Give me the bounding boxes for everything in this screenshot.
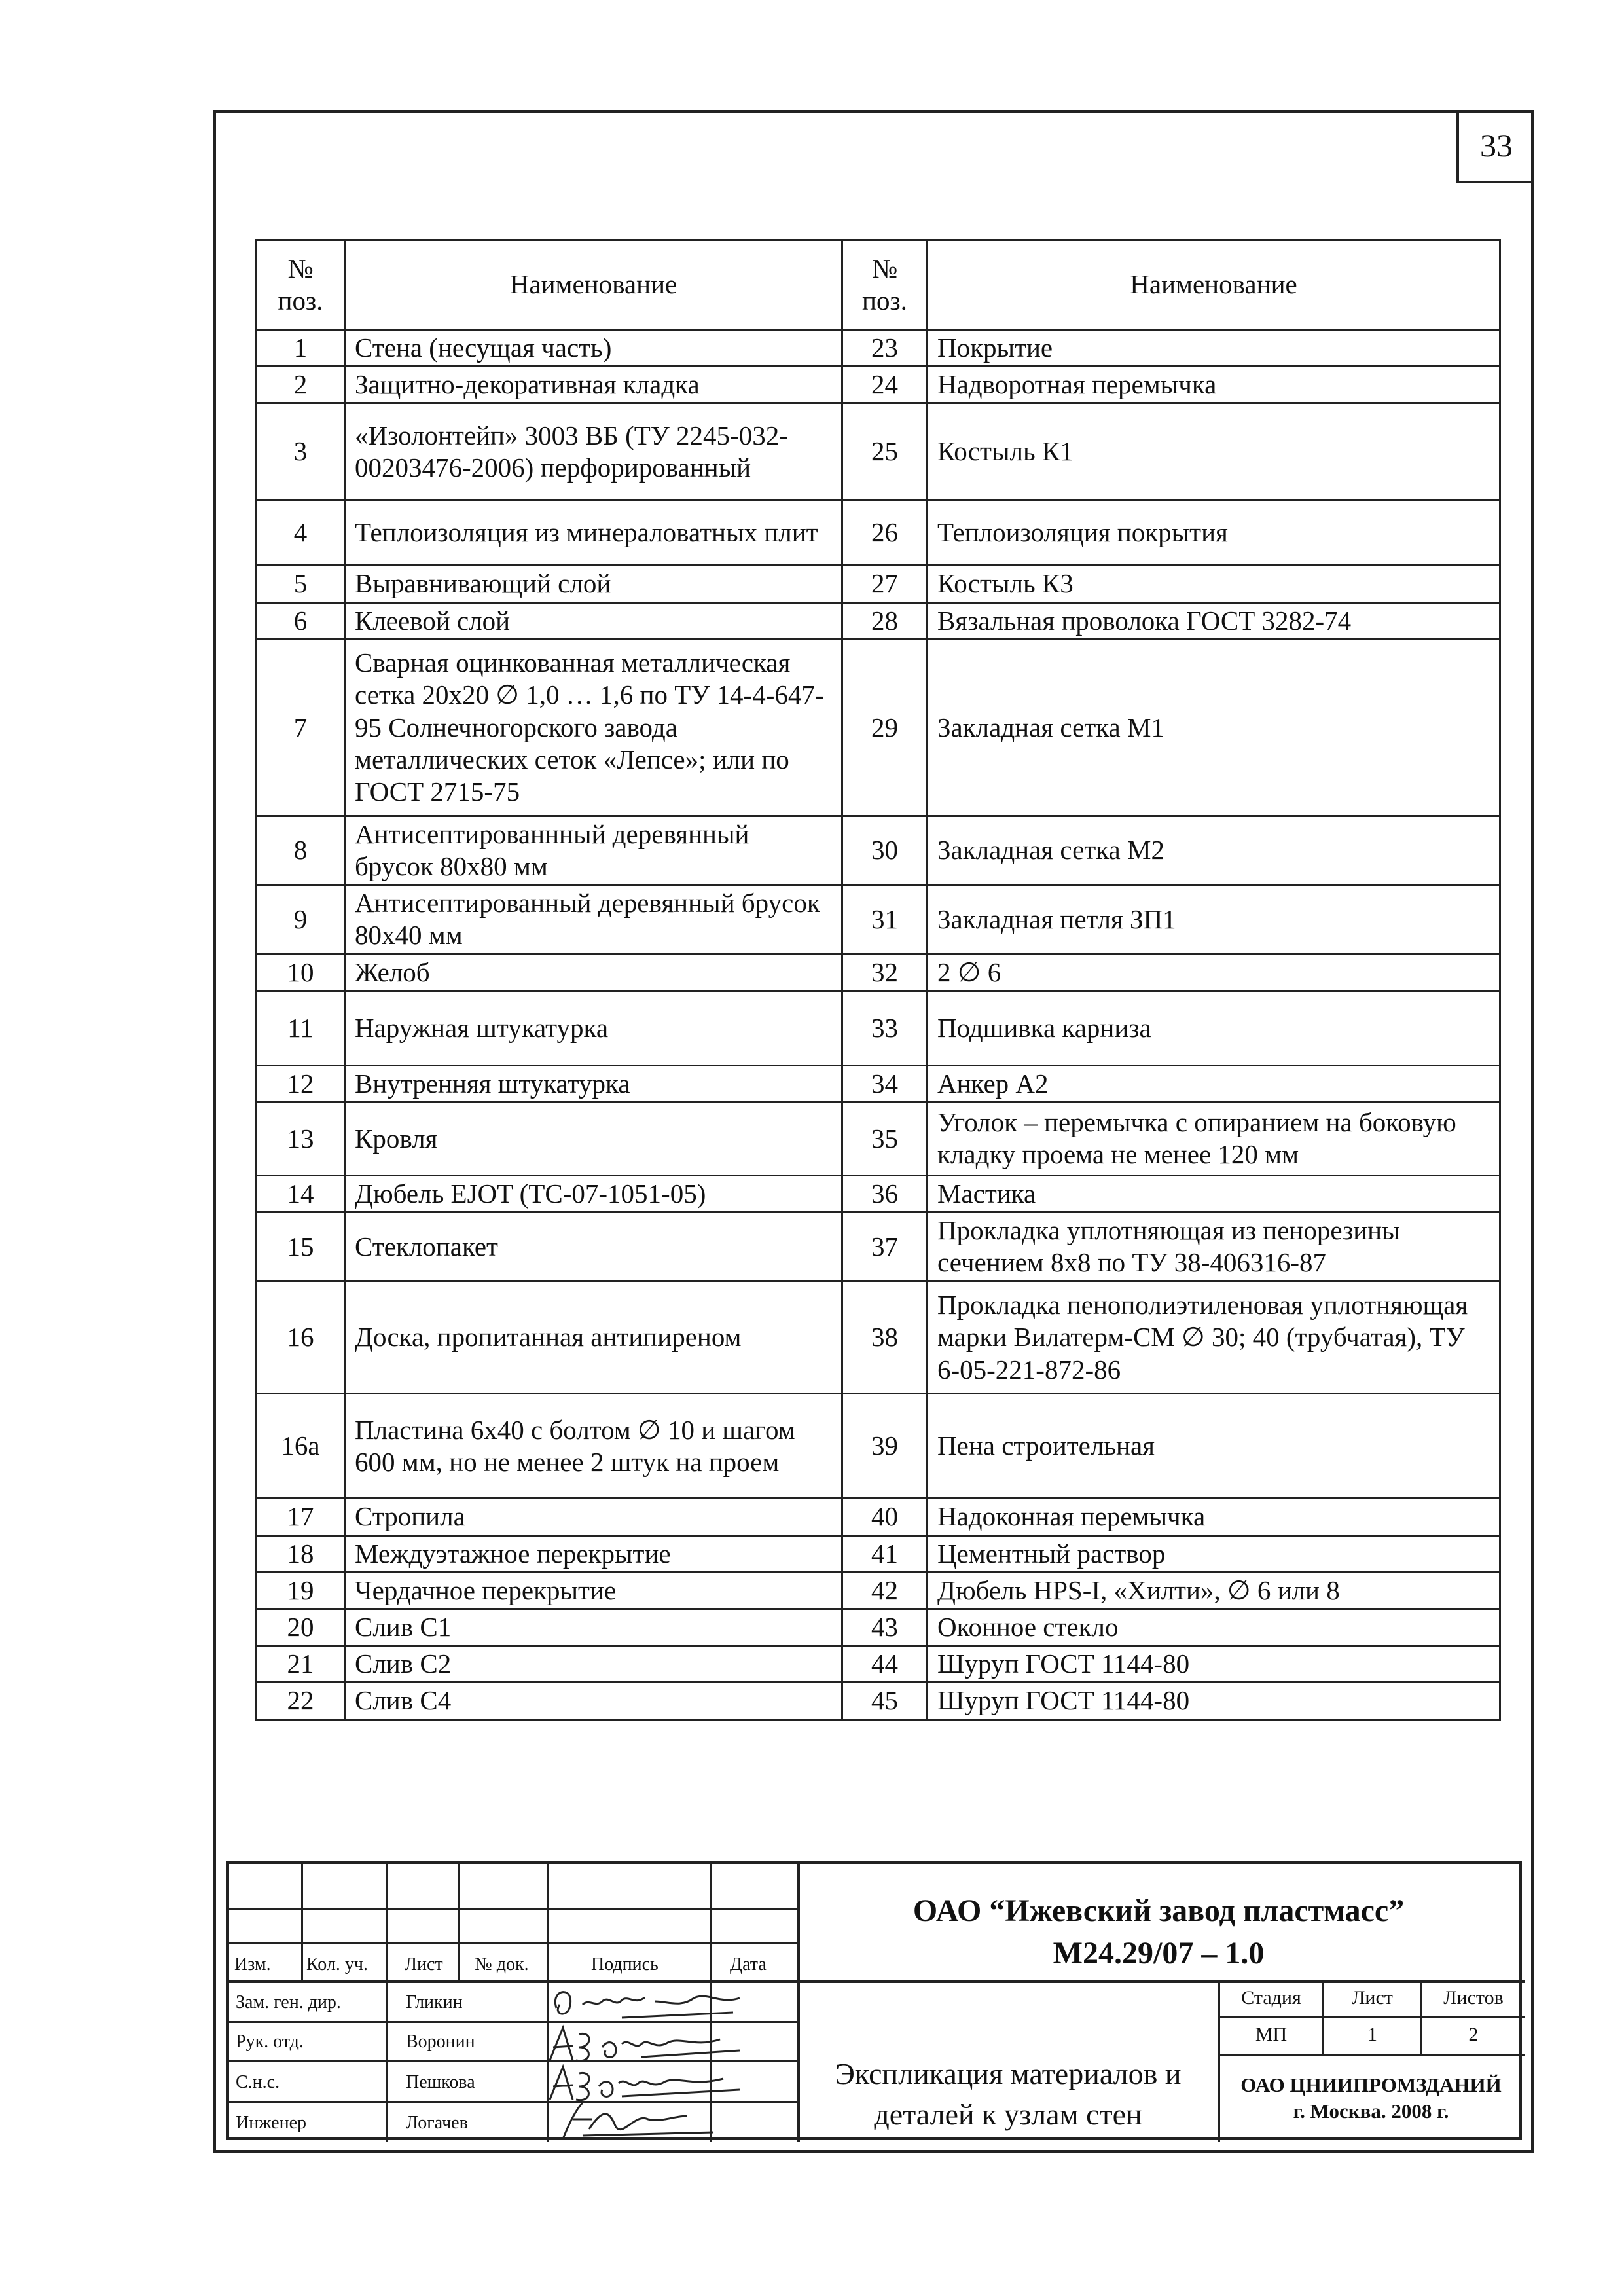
sheets-value: 2 — [1468, 2024, 1479, 2045]
table-row — [257, 1646, 1500, 1683]
materials-table — [255, 239, 1501, 1721]
position-number: 16а — [257, 1394, 345, 1499]
position-number: 42 — [842, 1572, 928, 1609]
material-name: Вязальная проволока ГОСТ 3282-74 — [928, 602, 1500, 639]
material-name: Кровля — [345, 1102, 842, 1175]
material-name: Закладная сетка М2 — [928, 816, 1500, 884]
table-row — [257, 1175, 1500, 1212]
description-block — [799, 2054, 1218, 2135]
material-name: Стропила — [345, 1499, 842, 1535]
position-number: 26 — [842, 500, 928, 566]
position-number: 5 — [257, 566, 345, 602]
material-name: Шуруп ГОСТ 1144-80 — [928, 1683, 1500, 1719]
material-name: Стеклопакет — [345, 1212, 842, 1281]
material-name: Мастика — [928, 1175, 1500, 1212]
position-number: 39 — [842, 1394, 928, 1499]
sheet-header: Лист — [1352, 1987, 1393, 2009]
table-row — [257, 1609, 1500, 1646]
table-row — [257, 991, 1500, 1065]
material-name: Надоконная перемычка — [928, 1499, 1500, 1535]
position-number: 4 — [257, 500, 345, 566]
table-row — [257, 1102, 1500, 1175]
material-name: Пена строительная — [928, 1394, 1500, 1499]
material-name: Доска, пропитанная антипиреном — [345, 1281, 842, 1394]
material-name: Шуруп ГОСТ 1144-80 — [928, 1646, 1500, 1683]
position-number: 34 — [842, 1065, 928, 1102]
col-header-kol-uch: Кол. уч. — [306, 1954, 368, 1975]
staff-name: Пешкова — [406, 2072, 475, 2092]
table-row — [257, 885, 1500, 954]
position-number: 27 — [842, 566, 928, 602]
table-row — [257, 1281, 1500, 1394]
position-number: 24 — [842, 367, 928, 403]
material-name: Слив С2 — [345, 1646, 842, 1683]
position-number: 35 — [842, 1102, 928, 1175]
position-number: 10 — [257, 954, 345, 991]
material-name: Дюбель HPS-I, «Хилти», ∅ 6 или 8 — [928, 1572, 1500, 1609]
material-name: Теплоизоляция покрытия — [928, 500, 1500, 566]
position-number: 31 — [842, 885, 928, 954]
material-name: Защитно-декоративная кладка — [345, 367, 842, 403]
header-label: № поз. — [862, 253, 907, 316]
position-number: 9 — [257, 885, 345, 954]
position-number: 1 — [257, 330, 345, 367]
header-pos-left — [257, 240, 345, 330]
position-number: 40 — [842, 1499, 928, 1535]
material-name: Дюбель EJOT (ТС-07-1051-05) — [345, 1175, 842, 1212]
material-name: Сварная оцинкованная металлическая сетка 20х20 ∅ 1,0 … 1,6 по ТУ 14-4-647-95 Солнечногорского завода металлических сеток «Лепсе»; или по ГОСТ 2715-75 — [345, 639, 842, 816]
position-number: 15 — [257, 1212, 345, 1281]
material-name: Междуэтажное перекрытие — [345, 1535, 842, 1572]
staff-name: Воронин — [406, 2032, 475, 2052]
staff-role: Рук. отд. — [236, 2032, 304, 2052]
position-number: 38 — [842, 1281, 928, 1394]
material-name: Антисептированный деревянный брусок 80х40 мм — [345, 885, 842, 954]
material-name: Анкер А2 — [928, 1065, 1500, 1102]
table-row — [257, 403, 1500, 500]
staff-name: Логачев — [406, 2113, 468, 2133]
position-number: 25 — [842, 403, 928, 500]
table-row — [257, 816, 1500, 884]
position-number: 30 — [842, 816, 928, 884]
table-row — [257, 1499, 1500, 1535]
position-number: 12 — [257, 1065, 345, 1102]
table-row — [257, 639, 1500, 816]
signature-4 — [543, 2096, 753, 2142]
position-number: 37 — [842, 1212, 928, 1281]
organization-block — [799, 1890, 1519, 1975]
position-number: 19 — [257, 1572, 345, 1609]
position-number: 13 — [257, 1102, 345, 1175]
position-number: 18 — [257, 1535, 345, 1572]
position-number: 6 — [257, 602, 345, 639]
description-line: Экспликация материалов и — [835, 2057, 1182, 2090]
position-number: 28 — [842, 602, 928, 639]
col-header-doc: № док. — [475, 1954, 529, 1975]
position-number: 29 — [842, 639, 928, 816]
designer-org — [1218, 2072, 1525, 2125]
table-row — [257, 1394, 1500, 1499]
position-number: 33 — [842, 991, 928, 1065]
material-name: Клеевой слой — [345, 602, 842, 639]
position-number: 2 — [257, 367, 345, 403]
material-name: 2 ∅ 6 — [928, 954, 1500, 991]
org-name: ОАО “Ижевский завод пластмасс” — [912, 1893, 1405, 1928]
position-number: 36 — [842, 1175, 928, 1212]
stage-header: Стадия — [1241, 1987, 1301, 2009]
material-name: Покрытие — [928, 330, 1500, 367]
designer-org-name: ОАО ЦНИИПРОМЗДАНИЙ — [1240, 2073, 1502, 2096]
material-name: Наружная штукатурка — [345, 991, 842, 1065]
header-label: № поз. — [278, 253, 323, 316]
staff-role: С.н.с. — [236, 2072, 280, 2092]
table-header-row — [257, 240, 1500, 330]
position-number: 20 — [257, 1609, 345, 1646]
table-row — [257, 602, 1500, 639]
material-name: Внутренняя штукатурка — [345, 1065, 842, 1102]
material-name: Костыль К1 — [928, 403, 1500, 500]
header-pos-right — [842, 240, 928, 330]
designer-org-city-year: г. Москва. 2008 г. — [1293, 2100, 1449, 2123]
material-name: Надворотная перемычка — [928, 367, 1500, 403]
col-header-izm: Изм. — [234, 1954, 271, 1975]
material-name: Уголок – перемычка с опиранием на боковую кладку проема не менее 120 мм — [928, 1102, 1500, 1175]
material-name: Оконное стекло — [928, 1609, 1500, 1646]
position-number: 32 — [842, 954, 928, 991]
position-number: 23 — [842, 330, 928, 367]
doc-code: М24.29/07 – 1.0 — [1053, 1935, 1265, 1971]
material-name: Прокладка уплотняющая из пенорезины сечением 8х8 по ТУ 38-406316-87 — [928, 1212, 1500, 1281]
material-name: Теплоизоляция из минераловатных плит — [345, 500, 842, 566]
sheet-value: 1 — [1367, 2024, 1377, 2045]
position-number: 17 — [257, 1499, 345, 1535]
table-row — [257, 1065, 1500, 1102]
position-number: 21 — [257, 1646, 345, 1683]
col-header-date: Дата — [730, 1954, 767, 1975]
material-name: «Изолонтейп» 3003 ВБ (ТУ 2245-032-00203476-2006) перфорированный — [345, 403, 842, 500]
page-number: 33 — [1456, 110, 1534, 183]
table-row — [257, 954, 1500, 991]
material-name: Закладная сетка М1 — [928, 639, 1500, 816]
table-row — [257, 367, 1500, 403]
position-number: 14 — [257, 1175, 345, 1212]
material-name: Прокладка пенополиэтиленовая уплотняющая марки Вилатерм-СМ ∅ 30; 40 (трубчатая), ТУ 6-05-221-872-86 — [928, 1281, 1500, 1394]
position-number: 8 — [257, 816, 345, 884]
material-name: Стена (несущая часть) — [345, 330, 842, 367]
material-name: Подшивка карниза — [928, 991, 1500, 1065]
staff-role: Инженер — [236, 2113, 307, 2133]
material-name: Антисептированнный деревянный брусок 80х80 мм — [345, 816, 842, 884]
material-name: Пластина 6х40 с болтом ∅ 10 и шагом 600 мм, но не менее 2 штук на проем — [345, 1394, 842, 1499]
material-name: Слив С4 — [345, 1683, 842, 1719]
position-number: 43 — [842, 1609, 928, 1646]
position-number: 41 — [842, 1535, 928, 1572]
description-line: деталей к узлам стен — [874, 2098, 1142, 2132]
header-name-left: Наименование — [345, 240, 842, 330]
staff-role: Зам. ген. дир. — [236, 1992, 341, 2013]
material-name: Слив С1 — [345, 1609, 842, 1646]
table-row — [257, 500, 1500, 566]
position-number: 11 — [257, 991, 345, 1065]
table-row — [257, 1683, 1500, 1719]
position-number: 45 — [842, 1683, 928, 1719]
table-row — [257, 330, 1500, 367]
position-number: 44 — [842, 1646, 928, 1683]
material-name: Закладная петля ЗП1 — [928, 885, 1500, 954]
position-number: 22 — [257, 1683, 345, 1719]
title-block — [226, 1861, 1522, 2140]
material-name: Чердачное перекрытие — [345, 1572, 842, 1609]
header-name-right: Наименование — [928, 240, 1500, 330]
col-header-signature: Подпись — [591, 1954, 659, 1975]
position-number: 7 — [257, 639, 345, 816]
material-name: Костыль К3 — [928, 566, 1500, 602]
position-number: 16 — [257, 1281, 345, 1394]
position-number: 3 — [257, 403, 345, 500]
col-header-list: Лист — [405, 1954, 443, 1975]
material-name: Желоб — [345, 954, 842, 991]
material-name: Выравнивающий слой — [345, 566, 842, 602]
table-row — [257, 1572, 1500, 1609]
material-name: Цементный раствор — [928, 1535, 1500, 1572]
table-row — [257, 1212, 1500, 1281]
sheets-header: Листов — [1443, 1987, 1504, 2009]
stage-value: МП — [1255, 2024, 1288, 2045]
table-row — [257, 1535, 1500, 1572]
table-row — [257, 566, 1500, 602]
staff-name: Гликин — [406, 1992, 463, 2013]
